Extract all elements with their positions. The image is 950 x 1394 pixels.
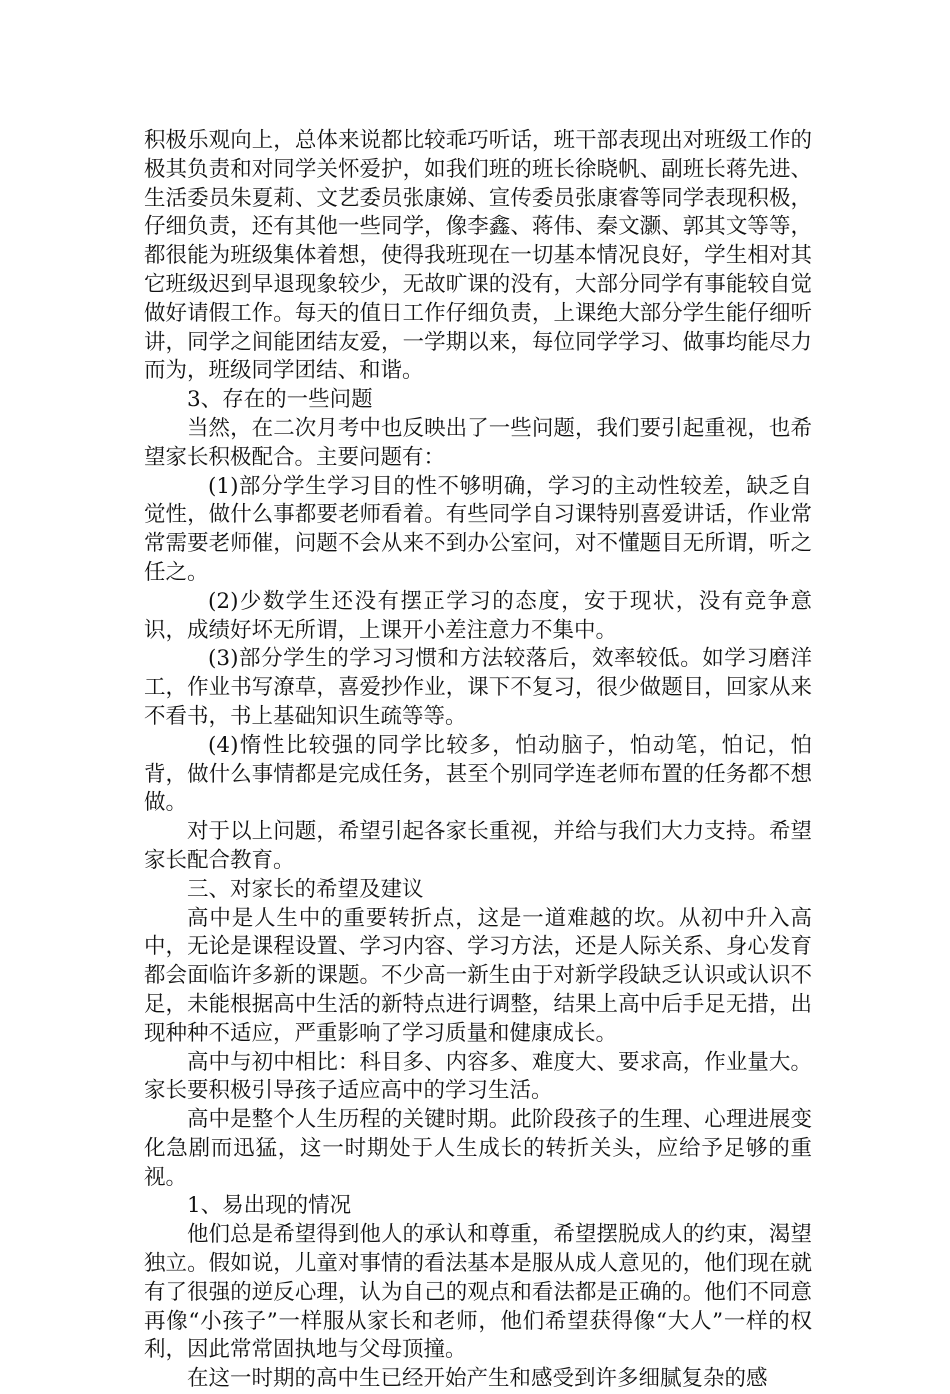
paragraph-emotions: 在这一时期的高中生已经开始产生和感受到许多细腻复杂的感 [187, 1366, 768, 1392]
paragraph-class-overview: 积极乐观向上，总体来说都比较乖巧听话，班干部表现出对班级工作的极其负责和对同学关怀爱护，如我们班的班长徐晓帆、副班长蒋先进、生活委员朱夏莉、文艺委员张康娣、宣传委员张康睿等同学表现积极，仔细负责，还有其他一些同学，像李鑫、蒋伟、秦文灏、郭其文等等，都很能为班级集体着想，使得我班现在一切基本情况良好，学生相对其它班级迟到早退现象较少，无故旷课的没有，大部分同学有事能较自觉做好请假工作。每天的值日工作仔细负责，上课绝大部分学生能仔细听讲，同学之间能团结友爱，一学期以来，每位同学学习、做事均能尽力而为，班级同学团结、和谐。 [144, 128, 812, 384]
paragraph-high-school-transition: 高中是人生中的重要转折点，这是一道难越的坎。从初中升入高中，无论是课程设置、学习内容、学习方法，还是人际关系、身心发育都会面临许多新的课题。不少高一新生由于对新学段缺乏认识或认识不足，未能根据高中生活的新特点进行调整，结果上高中后手足无措，出现种种不适应，严重影响了学习质量和健康成长。 [144, 905, 812, 1046]
document-body [144, 127, 812, 1394]
paragraph-critical-period: 高中是整个人生历程的关键时期。此阶段孩子的生理、心理进展变化急剧而迅猛，这一时期处于人生成长的转折关头，应给予足够的重视。 [144, 1107, 812, 1190]
section-heading-problems: 3、存在的一些问题 [187, 387, 373, 413]
list-item-problem-4: (4)惰性比较强的同学比较多，怕动脑子，怕动笔，怕记，怕背，做什么事情都是完成任务，甚至个别同学连老师布置的任务都不想做。 [144, 732, 812, 816]
list-item-problem-2: (2)少数学生还没有摆正学习的态度，安于现状，没有竞争意识，成绩好坏无所谓，上课开小差注意力不集中。 [144, 588, 812, 643]
section-heading-suggestions: 三、对家长的希望及建议 [187, 876, 424, 902]
section-heading-common-situations: 1、易出现的情况 [187, 1193, 352, 1219]
paragraph-independence: 他们总是希望得到他人的承认和尊重，希望摆脱成人的约束，渴望独立。假如说，儿童对事情的看法基本是服从成人意见的，他们现在就有了很强的逆反心理，认为自己的观点和看法都是正确的。他们不同意再像“小孩子”一样服从家长和老师，他们希望获得像“大人”一样的权利，因此常常固执地与父母顶撞。 [144, 1222, 812, 1363]
paragraph-problems-intro: 当然，在二次月考中也反映出了一些问题，我们要引起重视，也希望家长积极配合。主要问题有： [144, 415, 812, 470]
paragraph-parent-request: 对于以上问题，希望引起各家长重视，并给与我们大力支持。希望家长配合教育。 [144, 819, 812, 873]
paragraph-high-vs-middle: 高中与初中相比：科目多、内容多、难度大、要求高，作业量大。家长要积极引导孩子适应高中的学习生活。 [144, 1049, 812, 1104]
list-item-problem-1: (1)部分学生学习目的性不够明确，学习的主动性较差，缺乏自觉性，做什么事都要老师看着。有些同学自习课特别喜爱讲话，作业常常需要老师催，问题不会从来不到办公室问，对不懂题目无所谓，听之任之。 [144, 473, 812, 585]
list-item-problem-3: (3)部分学生的学习习惯和方法较落后，效率较低。如学习磨洋工，作业书写潦草，喜爱抄作业，课下不复习，很少做题目，回家从来不看书，书上基础知识生疏等等。 [144, 646, 812, 729]
